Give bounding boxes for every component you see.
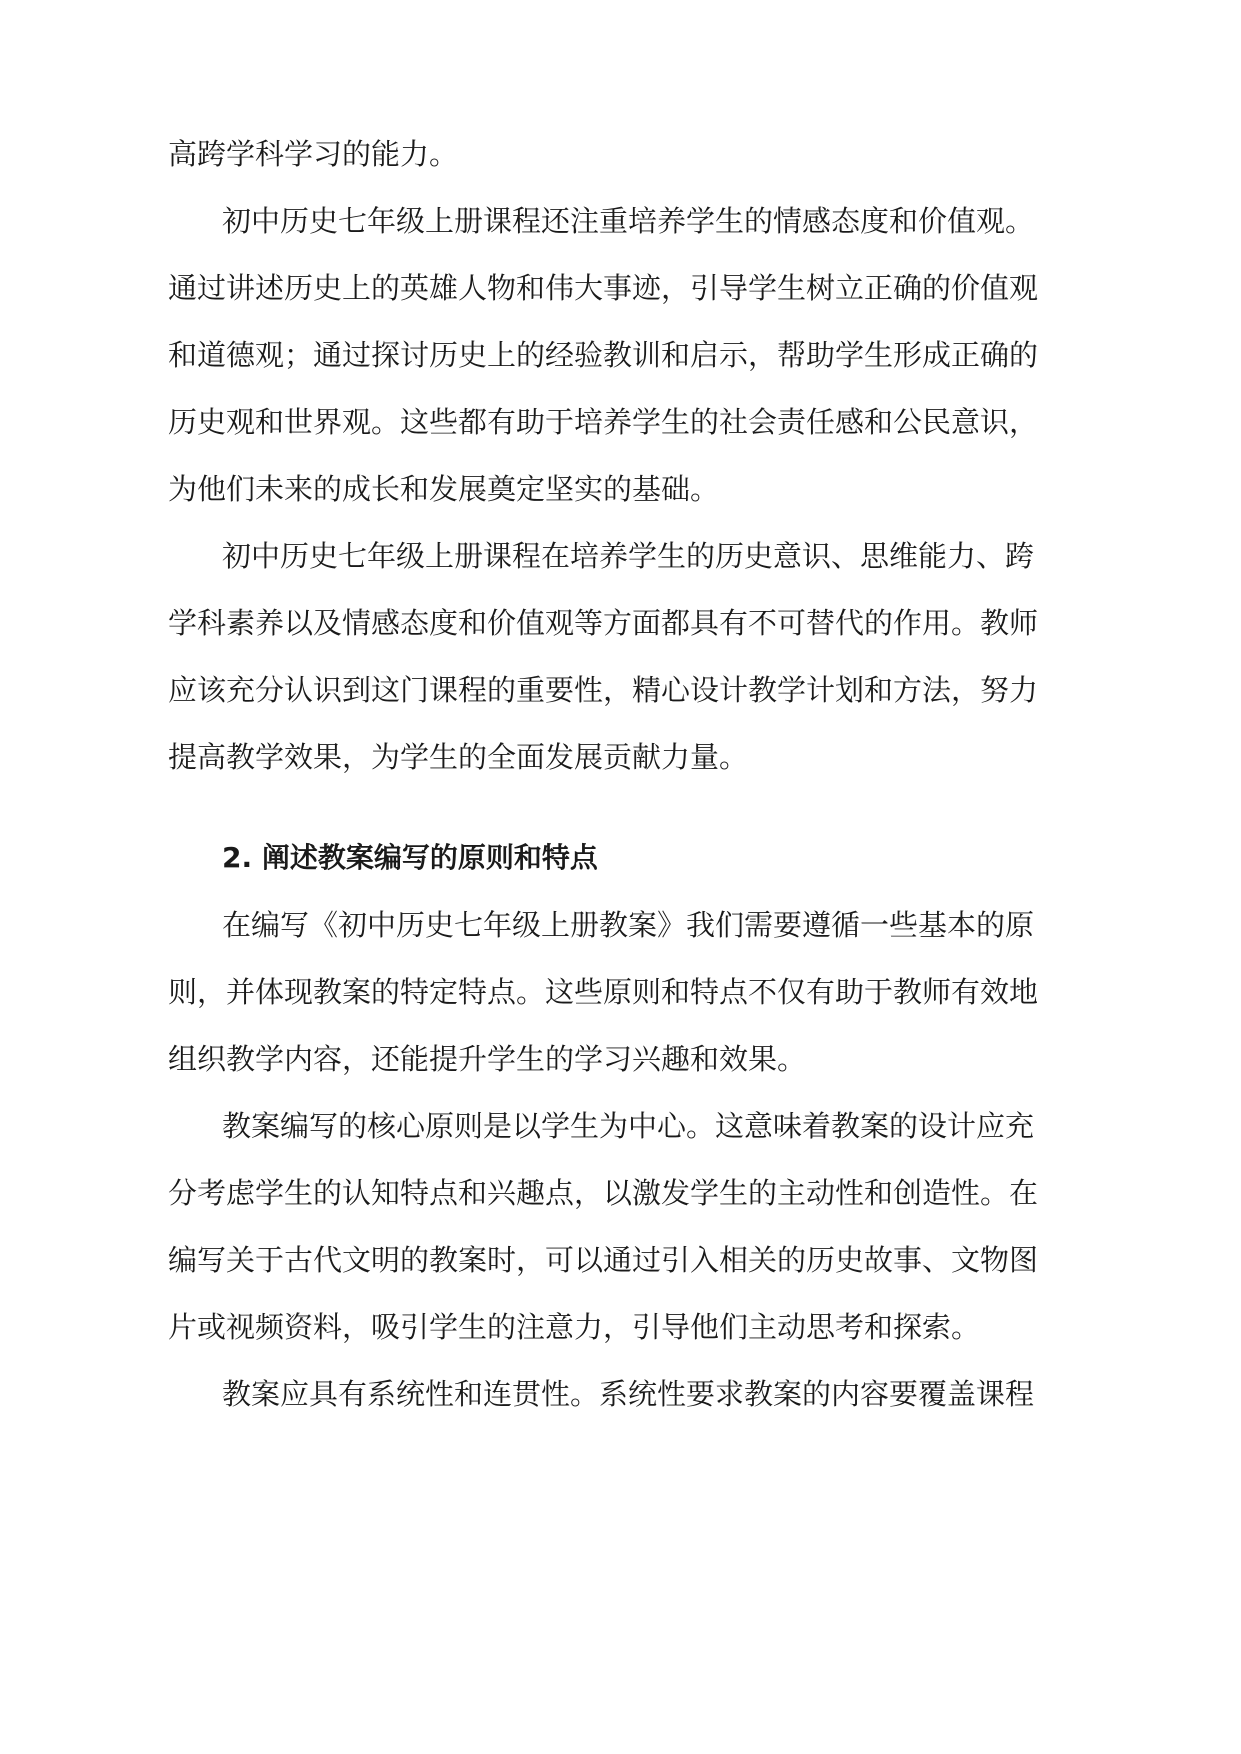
text-line [0, 134, 1241, 174]
text-line [0, 402, 1241, 442]
text-line [0, 1240, 1241, 1280]
text-line [0, 335, 1241, 375]
line-text: 提高教学效果，为学生的全面发展贡献力量。 [168, 740, 749, 774]
line-text: 教案应具有系统性和连贯性。系统性要求教案的内容要覆盖课程 [222, 1377, 1035, 1411]
text-line [0, 469, 1241, 509]
line-text: 在编写《初中历史七年级上册教案》我们需要遵循一些基本的原 [222, 908, 1035, 942]
section-heading [0, 838, 1241, 878]
text-line [0, 1039, 1241, 1079]
text-line [0, 670, 1241, 710]
line-text: 初中历史七年级上册课程在培养学生的历史意识、思维能力、跨 [222, 539, 1035, 573]
text-line [0, 737, 1241, 777]
text-line [0, 1173, 1241, 1213]
text-line [0, 536, 1241, 576]
line-text: 教案编写的核心原则是以学生为中心。这意味着教案的设计应充 [222, 1109, 1035, 1143]
section-heading-text: 2. 阐述教案编写的原则和特点 [222, 841, 598, 874]
text-line [0, 268, 1241, 308]
text-line [0, 1106, 1241, 1146]
line-text: 则，并体现教案的特定特点。这些原则和特点不仅有助于教师有效地 [168, 975, 1039, 1009]
text-line [0, 905, 1241, 945]
line-text: 组织教学内容，还能提升学生的学习兴趣和效果。 [168, 1042, 807, 1076]
line-text: 应该充分认识到这门课程的重要性，精心设计教学计划和方法，努力 [168, 673, 1039, 707]
text-line [0, 201, 1241, 241]
line-text: 片或视频资料，吸引学生的注意力，引导他们主动思考和探索。 [168, 1310, 981, 1344]
line-text: 高跨学科学习的能力。 [168, 137, 459, 171]
line-text: 分考虑学生的认知特点和兴趣点，以激发学生的主动性和创造性。在 [168, 1176, 1039, 1210]
line-text: 学科素养以及情感态度和价值观等方面都具有不可替代的作用。教师 [168, 606, 1039, 640]
line-text: 历史观和世界观。这些都有助于培养学生的社会责任感和公民意识， [168, 405, 1039, 439]
line-text: 初中历史七年级上册课程还注重培养学生的情感态度和价值观。 [222, 204, 1035, 238]
line-text: 通过讲述历史上的英雄人物和伟大事迹，引导学生树立正确的价值观 [168, 271, 1039, 305]
line-text: 为他们未来的成长和发展奠定坚实的基础。 [168, 472, 720, 506]
text-line [0, 1374, 1241, 1414]
line-text: 编写关于古代文明的教案时，可以通过引入相关的历史故事、文物图 [168, 1243, 1039, 1277]
text-line [0, 1307, 1241, 1347]
text-line [0, 972, 1241, 1012]
text-line [0, 603, 1241, 643]
line-text: 和道德观；通过探讨历史上的经验教训和启示，帮助学生形成正确的 [168, 338, 1039, 372]
